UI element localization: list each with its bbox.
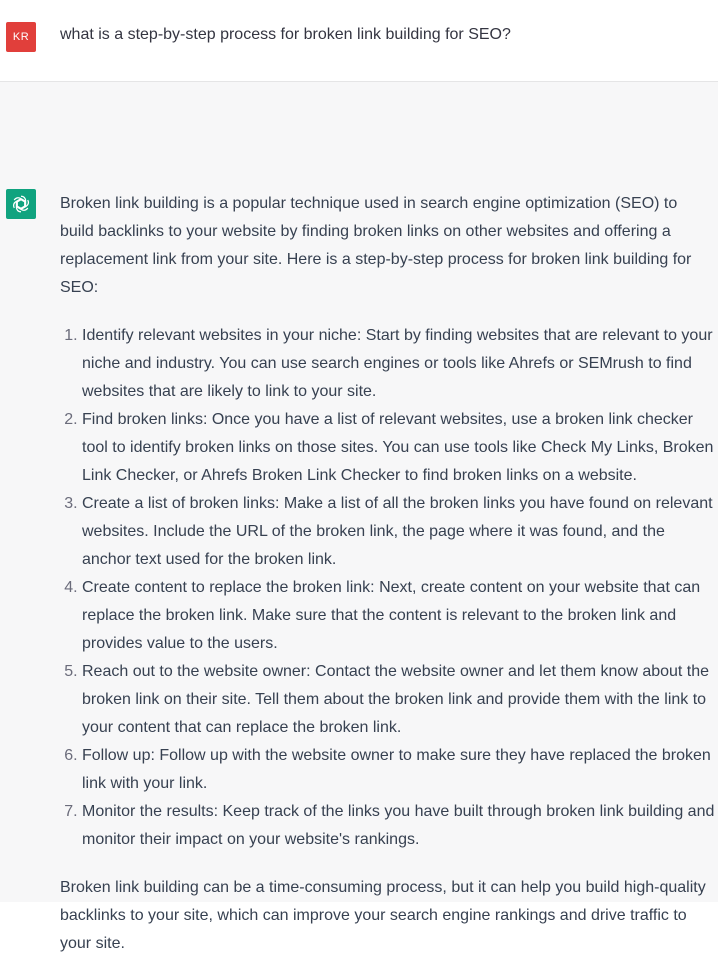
user-message-row xyxy=(0,0,718,82)
assistant-conclusion-paragraph: Broken link building can be a time-consuming process, but it can help you build high-quality backlinks to your site, which can improve your search engine rankings and drive traffic to your site. xyxy=(60,879,706,952)
user-avatar xyxy=(6,22,36,52)
assistant-avatar xyxy=(6,189,36,219)
list-item: 6. Follow up: Follow up with the website owner to make sure they have replaced the broken link with your link. xyxy=(82,742,715,798)
user-message-text: what is a step-by-step process for broken link building for SEO? xyxy=(60,26,511,43)
list-item: 2. Find broken links: Once you have a list of relevant websites, use a broken link checker tool to identify broken links on those sites. You can use tools like Check My Links, Broken Link Checker, or Ahrefs Broken Link Checker to find broken links on a website. xyxy=(82,406,715,490)
list-item: 5. Reach out to the website owner: Contact the website owner and let them know about the broken link on their site. Tell them about the broken link and provide them with the link to your content that can replace the broken link. xyxy=(82,658,715,742)
steps-list xyxy=(60,322,715,854)
list-item: 3. Create a list of broken links: Make a list of all the broken links you have found on relevant websites. Include the URL of the broken link, the page where it was found, and the anchor text used for the broken link. xyxy=(82,490,715,574)
assistant-intro-paragraph: Broken link building is a popular technique used in search engine optimization (SEO) to build backlinks to your website by finding broken links on other websites and offering a replacement link from your site. Here is a step-by-step process for broken link building for SEO: xyxy=(60,195,692,296)
openai-logo-icon xyxy=(10,193,32,215)
assistant-message-row xyxy=(0,82,718,952)
user-avatar-initials: KR xyxy=(12,31,30,43)
assistant-message-body xyxy=(60,190,715,958)
list-item: 4. Create content to replace the broken link: Next, create content on your website that can replace the broken link. Make sure that the content is relevant to the broken link and provides value to the users. xyxy=(82,574,715,658)
list-item: 7. Monitor the results: Keep track of the links you have built through broken link building and monitor their impact on your website's rankings. xyxy=(82,798,715,854)
list-item: 1. Identify relevant websites in your niche: Start by finding websites that are relevant to your niche and industry. You can use search engines or tools like Ahrefs or SEMrush to find websites that are likely to link to your site. xyxy=(82,322,715,406)
